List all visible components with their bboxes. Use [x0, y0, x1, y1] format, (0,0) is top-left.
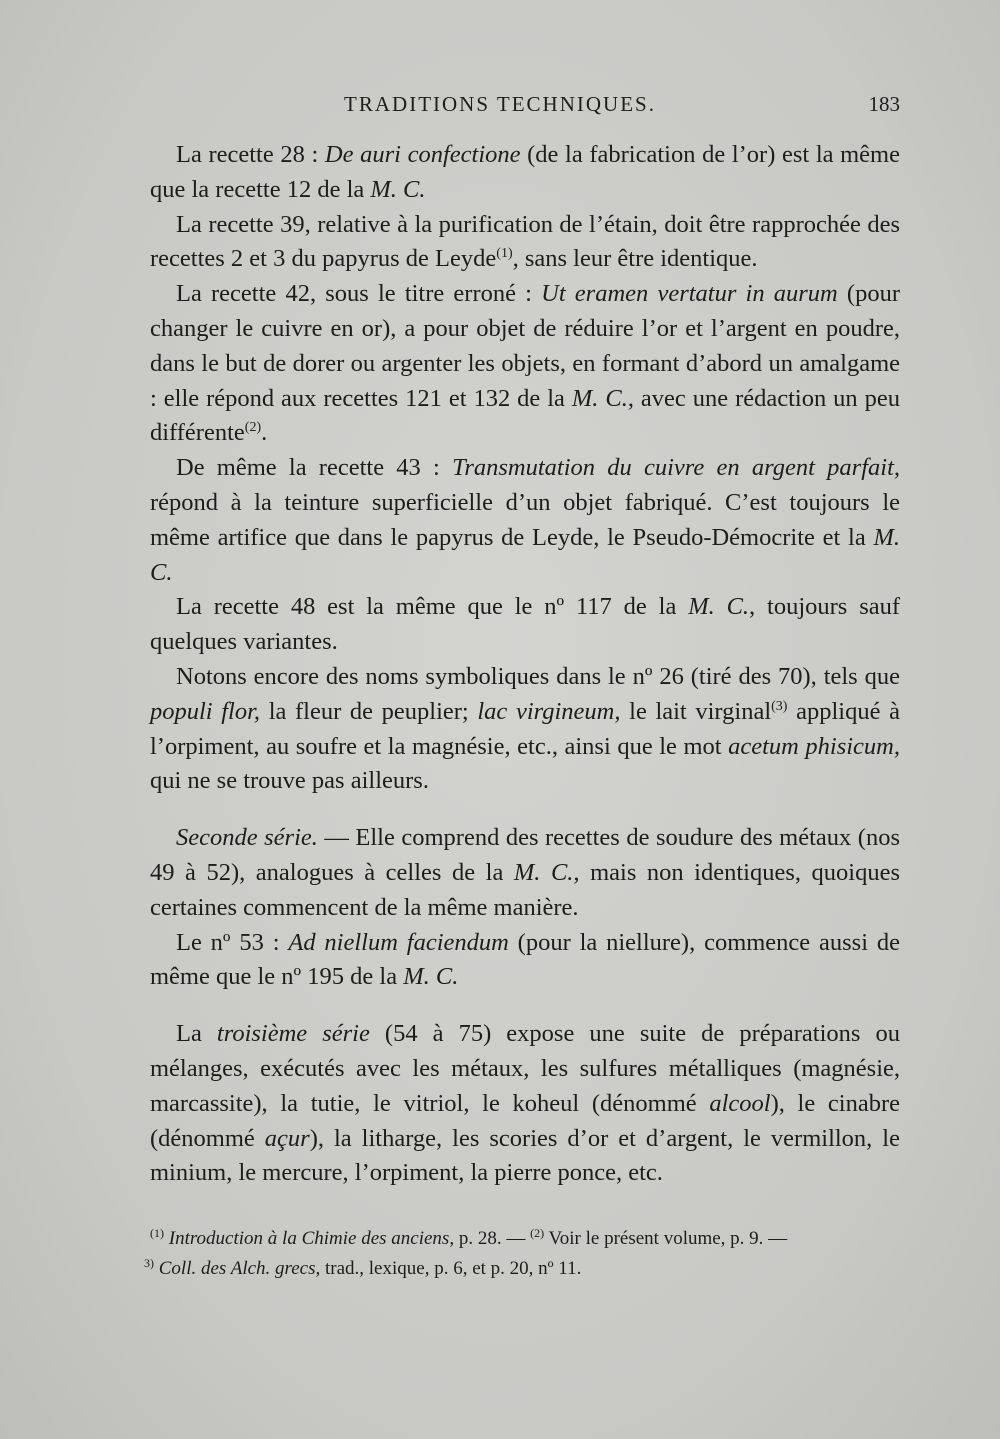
text-run: , sans leur être identique.: [512, 245, 758, 273]
text-run: répond à la teinture superficielle d’un objet fabriqué. C’est toujours le même artifice que dans le papyrus de Leyde, le Pseudo-Démocrite et la: [150, 488, 900, 551]
italic-text: Transmutation du cuivre en argent parfait,: [452, 454, 901, 482]
page-number: 183: [868, 92, 900, 116]
italic-text: Ad niellum faciendum: [288, 928, 509, 956]
italic-text: M. C.: [150, 523, 900, 586]
main-text: [150, 138, 900, 1191]
footnote-3-reference: Coll. des Alch. grecs,: [154, 1258, 321, 1279]
paragraph: [150, 1017, 900, 1191]
footnote-marker-2: (2): [530, 1226, 545, 1240]
paragraph: [150, 208, 900, 278]
text-run: la fleur de peuplier;: [260, 697, 478, 725]
footnote-1-text: p. 28. —: [454, 1228, 531, 1249]
page-header: [150, 92, 900, 126]
text-run: , toujours sauf quelques variantes.: [150, 593, 901, 656]
paragraph: [150, 277, 900, 451]
footnote-reference-marker: (1): [496, 246, 513, 262]
paragraph: [150, 660, 900, 799]
paragraph: [150, 590, 900, 660]
text-run: La recette 48 est la même que le nº 117 de la: [176, 593, 689, 621]
italic-text: De auri confectione: [324, 141, 521, 168]
text-run: le lait virginal: [620, 697, 772, 725]
footnote-1-reference: Introduction à la Chimie des anciens,: [168, 1228, 455, 1249]
text-run: ), le cinabre (dénommé: [150, 1089, 900, 1152]
text-run: , avec une rédaction un peu différente: [150, 384, 900, 447]
text-run: ), la litharge, les scories d’or et d’argent, le vermillon, le minium, le mercure, l’orpiment, la pierre ponce, etc.: [150, 1124, 900, 1187]
paragraph: [150, 138, 900, 208]
footnote-marker-3: 3): [144, 1256, 154, 1270]
footnote-line-2: [144, 1254, 890, 1284]
italic-text: M. C.: [370, 175, 426, 203]
footnote-2-text: Voir le présent volume, p. 9. —: [544, 1228, 788, 1249]
italic-text: açur: [264, 1124, 310, 1152]
text-run: (de la fabrication de l’or) est la même que la recette 12 de la: [150, 141, 900, 203]
text-run: La recette 39, relative à la purification de l’étain, doit être rapprochée des recettes 2 et 3 du papyrus de Leyde: [150, 210, 900, 273]
footnote-reference-marker: (2): [244, 420, 262, 436]
footnote-marker-1: (1): [150, 1226, 164, 1240]
italic-text: lac virgineum,: [477, 697, 621, 725]
text-run: La recette 28 :: [176, 141, 325, 168]
italic-text: M. C.: [403, 963, 459, 991]
footnote-3-text: trad., lexique, p. 6, et p. 20, nº 11.: [320, 1258, 582, 1279]
text-run: Le nº 53 :: [176, 928, 289, 956]
text-run: De même la recette 43 :: [176, 454, 453, 482]
text-run: La: [176, 1020, 217, 1048]
italic-text: acetum phisicum,: [728, 732, 900, 760]
italic-text: M. C.: [688, 593, 750, 621]
italic-text: troisième série: [216, 1020, 370, 1048]
italic-text: Seconde série.: [176, 824, 318, 852]
running-title: TRADITIONS TECHNIQUES.: [344, 92, 656, 116]
italic-text: populi flor,: [150, 697, 261, 725]
footnote-line-1: [150, 1224, 890, 1254]
text-run: mais non identiques, quoiques certaines commencent de la même manière.: [150, 858, 901, 921]
paragraph: [150, 926, 900, 996]
footnote-reference-marker: (3): [771, 698, 788, 714]
text-run: .: [261, 419, 268, 447]
italic-text: Ut eramen vertatur in aurum: [541, 280, 838, 308]
italic-text: M. C.: [571, 384, 628, 412]
text-run: (54 à 75) expose une suite de préparations ou mélanges, exécutés avec les métaux, les sulfures métalliques (magnésie, marcassite), la tutie, le vitriol, le koheul (dénommé: [150, 1020, 900, 1117]
italic-text: M. C.,: [513, 858, 580, 886]
text-run: — Elle comprend des recettes de soudure des métaux (nos 49 à 52), analogues à celles de la: [150, 824, 900, 886]
italic-text: alcool: [709, 1089, 771, 1117]
text-run: La recette 42, sous le titre erroné :: [176, 280, 542, 308]
text-run: (pour la niellure), commence aussi de même que le nº 195 de la: [150, 928, 900, 991]
footnotes: [144, 1224, 890, 1284]
text-run: appliqué à l’orpiment, au soufre et la magnésie, etc., ainsi que le mot: [150, 697, 900, 760]
text-run: (pour changer le cuivre en or), a pour objet de réduire l’or et l’argent en poudre, dans le but de dorer ou argenter les objets, en formant d’abord un amalgame : elle répond aux recettes 121 et 132 de la: [150, 280, 900, 412]
text-run: qui ne se trouve pas ailleurs.: [150, 767, 429, 795]
text-run: Notons encore des noms symboliques dans le nº 26 (tiré des 70), tels que: [176, 662, 900, 690]
paragraph: [150, 821, 900, 925]
paragraph: [150, 451, 900, 590]
